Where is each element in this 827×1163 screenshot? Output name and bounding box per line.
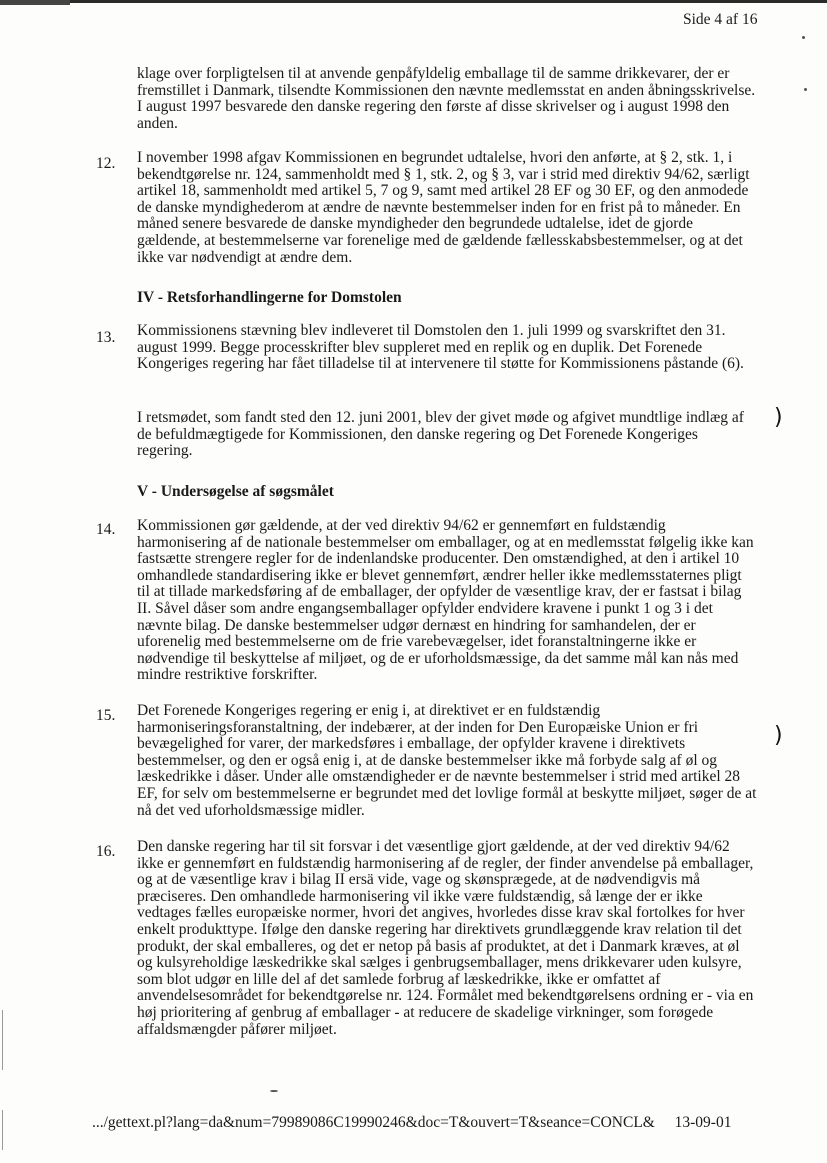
scan-mark-bracket: ): [774, 405, 783, 430]
paragraph-13-b: I retsmødet, som fandt sted den 12. juni 2001, blev der givet møde og afgivet mundtlige indlæg af de befuldmægtigede for Kommissionen, den danske regering og Det Forenede Kongeriges regering.: [137, 409, 744, 460]
paragraph-number-15: 15.: [96, 707, 116, 724]
paragraph-13: Kommissionens stævning blev indleveret til Domstolen den 1. juli 1999 og svarskriftet den 31. august 1999. Begge processkrifter blev suppleret med en replik og en duplik. Det Forenede Kongeriges regering har fået tilladelse til at intervenere til støtte for Kommissionens påstande (6).: [137, 322, 744, 373]
paragraph-number-13: 13.: [96, 329, 116, 346]
footer: [92, 1115, 731, 1132]
scan-mark-bracket: ): [774, 723, 783, 748]
scan-edge-line: [2, 1110, 3, 1150]
section-heading-iv: IV - Retsforhandlingerne for Domstolen: [137, 289, 402, 306]
scan-speck: [804, 88, 807, 91]
top-rule-left: [0, 0, 70, 5]
scan-speck: [270, 1090, 278, 1092]
page-number: Side 4 af 16: [683, 11, 758, 28]
footer-url: .../gettext.pl?lang=da&num=79989086C19990246&doc=T&ouvert=T&seance=CONCL&: [92, 1114, 655, 1131]
scan-speck: [802, 36, 805, 39]
paragraph-number-12: 12.: [96, 155, 116, 172]
paragraph-continuation: klage over forpligtelsen til at anvende genpåfyldelig emballage til de samme drikkevarer, der er fremstillet i Danmark, tilsendte Kommissionen den nævnte medlemsstat en anden åbningsskrivelse. I august 1997 besvarede den danske regering den første af disse skrivelser og i august 1998 den anden.: [137, 65, 756, 132]
paragraph-number-16: 16.: [96, 843, 116, 860]
scan-edge-line: [2, 1010, 3, 1070]
top-rule: [0, 0, 827, 3]
paragraph-12: I november 1998 afgav Kommissionen en begrundet udtalelse, hvori den anførte, at § 2, stk. 1, i bekendtgørelse nr. 124, sammenholdt med § 1, stk. 2, og § 3, var i strid med direktiv 94/62, særligt artikel 18, sammenholdt med artikel 5, 7 og 9, samt med artikel 28 EF og 30 EF, og den anmodede de danske myndighederom at ændre de nævnte bestemmelser inden for en frist på to måneder. En måned senere besvarede de danske myndigheder den begrundede udtalelse, idet de gjorde gældende, at bestemmelserne var forenelige med de gældende fællesskabsbestemmelser, og at det ikke var nødvendigt at ændre dem.: [137, 149, 750, 266]
paragraph-16: Den danske regering har til sit forsvar i det væsentlige gjort gældende, at der ved direktiv 94/62 ikke er gennemført en fuldstændig harmonisering af de regler, der finder anvendelse på emballager, og at de væsentlige krav i bilag II ersä vide, vage og skønsprægede, at de nødvendigvis må præciseres. Den omhandlede harmonisering vil ikke være fuldstændig, så længe der er ikke vedtages fælles europæiske normer, hvori det angives, hvorledes disse krav skal fortolkes for hver enkelt produkttype. Ifølge den danske regering har direktivets grundlæggende krav relation til det produkt, der skal emballeres, og det er netop på basis af produktet, at det i Danmark kræves, at øl og kulsyreholdige læskedrikke skal sælges i genbrugsemballager, mens drikkevarer uden kulsyre, som blot udgør en lille del af det samlede forbrug af læskedrikke, ikke er omfattet af anvendelsesområdet for bekendtgørelse nr. 124. Formålet med bekendtgørelsens ordning er - via en høj prioritering af genbrug af emballager - at reducere de skadelige virkninger, som forøgede affaldsmængder påfører miljøet.: [137, 838, 754, 1038]
footer-date: 13-09-01: [674, 1114, 732, 1131]
paragraph-number-14: 14.: [96, 521, 116, 538]
paragraph-14: Kommissionen gør gældende, at der ved direktiv 94/62 er gennemført en fuldstændig harmonisering af de nationale bestemmelser om emballager, og at en medlemsstat følgelig ikke kan fastsætte strengere regler for de indenlandske producenter. Den omstændighed, at den i artikel 10 omhandlede standardisering ikke er blevet gennemført, ændrer heller ikke medlemsstaternes pligt til at tillade markedsføring af de emballager, der opfylder de væsentlige krav, der er fastsat i bilag II. Såvel dåser som andre engangsemballager opfylder endvidere kravene i punkt 1 og 3 i det nævnte bilag. De danske bestemmelser udgør dernæst en hindring for samhandelen, der er uforenelig med bestemmelserne om de frie varebevægelser, idet foranstaltningerne ikke er nødvendige til beskyttelse af miljøet, og de er uforholdsmæssige, da det samme mål kan nås med mindre restriktive forskrifter.: [137, 517, 754, 684]
section-heading-v: V - Undersøgelse af søgsmålet: [137, 483, 334, 500]
paragraph-15: Det Forenede Kongeriges regering er enig i, at direktivet er en fuldstændig harmoniseringsforanstaltning, der indebærer, at der inden for Den Europæiske Union er fri bevægelighed for varer, der markedsføres i emballage, der opfylder kravene i direktivets bestemmelser, og den er også enig i, at de danske bestemmelser ikke må forbyde salg af øl og læskedrikke i dåser. Under alle omstændigheder er de nævnte bestemmelser i strid med artikel 28 EF, for selv om bestemmelserne er begrundet med det lovlige formål at beskytte miljøet, søger de at nå det ved uforholdsmæssige midler.: [137, 702, 757, 819]
